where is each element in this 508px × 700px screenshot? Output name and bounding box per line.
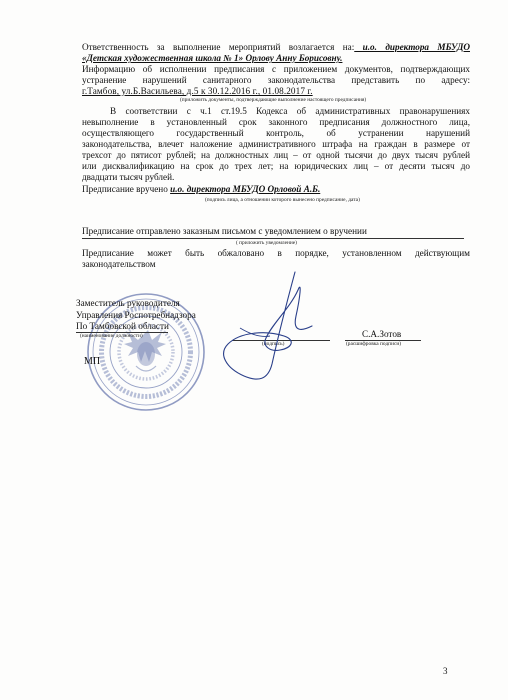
penalty-line-2: невыполнение в установленный срок законного предписания должностного лица, bbox=[82, 117, 470, 127]
caption-position: (наименование должности) bbox=[80, 333, 143, 339]
appeal-line-1: Предписание может быть обжаловано в порядке, установленном действующим bbox=[82, 248, 470, 258]
penalty-line-4: законодательства, влечет наложение административного штрафа на граждан в размере от bbox=[82, 139, 470, 149]
appeal-line-2: законодательством bbox=[82, 259, 156, 269]
caption-signature: (подпись) bbox=[262, 341, 285, 347]
caption-attach-documents: (приложить документы, подтверждающие выполнение настоящего предписания) bbox=[180, 97, 367, 103]
page-number: 3 bbox=[443, 666, 448, 676]
penalty-line-1: В соответствии с ч.1 ст.19.5 Кодекса об административных правонарушениях bbox=[110, 106, 470, 116]
caption-handed: (подпись лица, а отношении которого вынесено предписание, дата) bbox=[205, 197, 360, 203]
penalty-line-5: трехсот до пятисот рублей; на должностных лиц – от одной тысячи до двух тысяч рублей bbox=[82, 150, 470, 160]
official-position-2: Управления Роспотребнадзора bbox=[76, 310, 196, 320]
sent-line: Предписание отправлено заказным письмом с уведомлением о вручении bbox=[82, 226, 367, 236]
report-line-2: устранение нарушений санитарного законодательства представить по адресу: bbox=[82, 75, 470, 85]
responsibility-line-1: Ответственность за выполнение мероприятий возлагается на: и.о. директора МБУДО bbox=[82, 42, 470, 52]
sent-underline bbox=[82, 238, 464, 239]
caption-notice: ( приложить уведомление) bbox=[236, 240, 297, 246]
penalty-line-6: или дисквалификацию на срок до трех лет; на юридических лиц – от десяти тысяч до bbox=[82, 161, 470, 171]
official-position-1: Заместитель руководителя bbox=[76, 298, 180, 308]
handwritten-signature bbox=[200, 268, 340, 388]
seal-place-mp: МП bbox=[84, 356, 101, 367]
report-line-1: Информацию об исполнении предписания с приложением документов, подтверждающих bbox=[82, 64, 470, 74]
penalty-line-3: осуществляющего государственный контроль, об устранении нарушений bbox=[82, 128, 470, 138]
handed-line: Предписание вручено и.о. директора МБУДО Орловой А.Б. bbox=[82, 184, 321, 194]
official-name: С.А.Зотов bbox=[362, 329, 402, 339]
official-position-3: По Тамбовской области bbox=[76, 321, 169, 331]
penalty-line-7: двадцати тысяч рублей. bbox=[82, 172, 175, 182]
caption-name: (расшифровка подписи) bbox=[346, 341, 402, 347]
responsibility-line-2: «Детская художественная школа № 1» Орлову Анну Борисовну. bbox=[82, 53, 343, 63]
report-address: г.Тамбов, ул.Б.Васильева, д.5 к 30.12.2016 г., 01.08.2017 г. bbox=[82, 86, 313, 96]
